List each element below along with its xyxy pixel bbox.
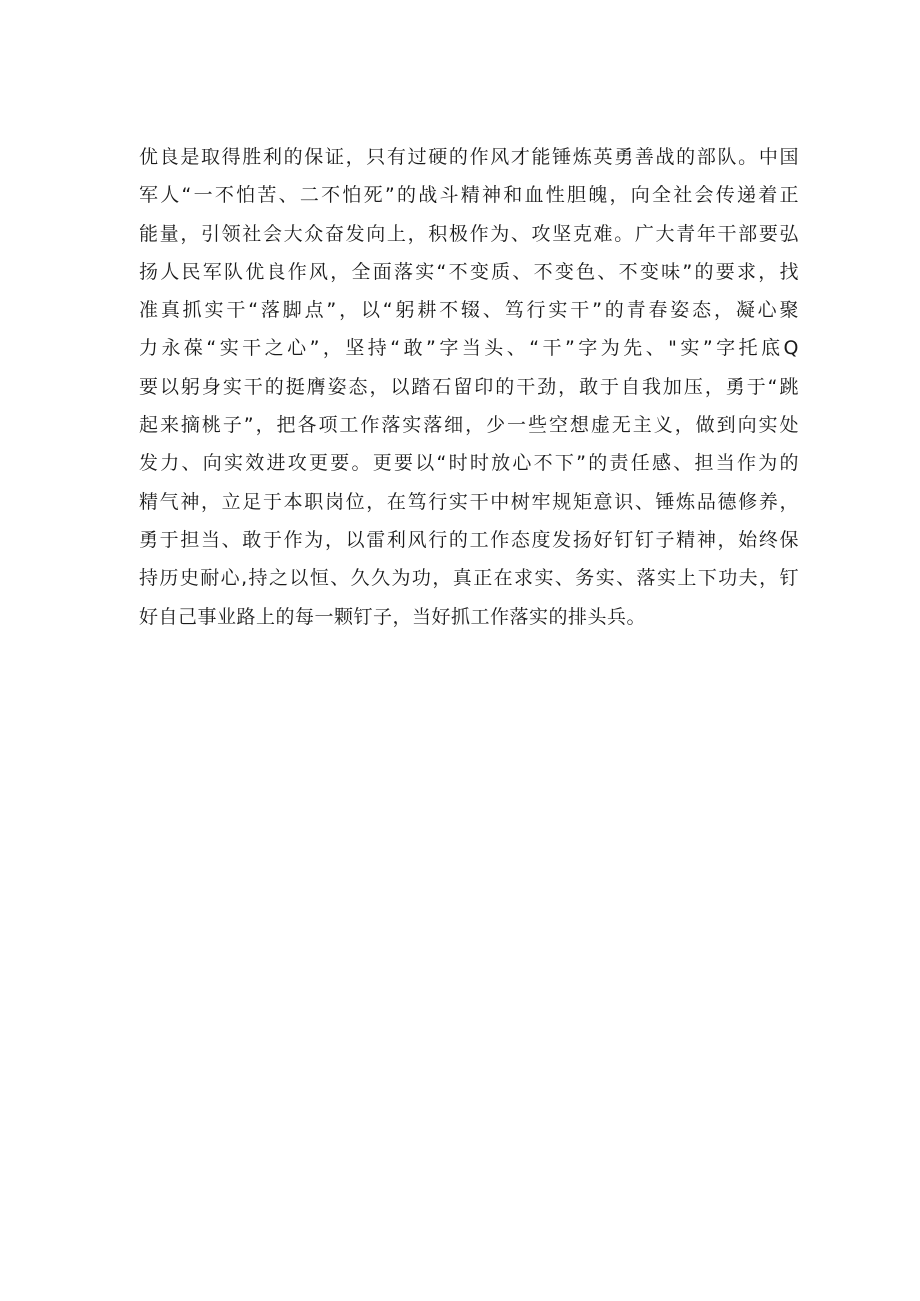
paragraph-line-2: 军人“一不怕苦、二不怕死”的战斗精神和血性胆魄，向全社会传递着正	[139, 184, 799, 207]
paragraph-line-9: 发力、向实效进攻更要。更要以“时时放心不下”的责任感、担当作为的	[139, 452, 799, 475]
paragraph-line-11: 勇于担当、敢于作为，以雷利风行的工作态度发扬好钉钉子精神，始终保	[139, 528, 799, 551]
paragraph-line-13: 好自己事业路上的每一颗钉子，当好抓工作落实的排头兵。	[139, 605, 647, 628]
paragraph-line-5: 准真抓实干“落脚点”，以“躬耕不辍、笃行实干”的青春姿态，凝心聚	[139, 299, 799, 322]
paragraph-line-8: 起来摘桃子”，把各项工作落实落细，少一些空想虚无主义，做到向实处	[139, 414, 799, 437]
paragraph-line-3: 能量，引领社会大众奋发向上，积极作为、攻坚克难。广大青年干部要弘	[139, 222, 799, 245]
body-paragraph	[139, 138, 799, 636]
paragraph-line-6: 力永葆“实干之心”，坚持“敢”字当头、“干”字为先、"实”字托底Q	[139, 337, 799, 360]
paragraph-line-7: 要以躬身实干的挺膺姿态，以踏石留印的干劲，敢于自我加压，勇于“跳	[139, 375, 799, 398]
paragraph-line-4: 扬人民军队优良作风，全面落实“不变质、不变色、不变味”的要求，找	[139, 260, 799, 283]
paragraph-line-12: 持历史耐心,持之以恒、久久为功，真正在求实、务实、落实上下功夫，钉	[139, 567, 799, 590]
paragraph-line-1: 优良是取得胜利的保证，只有过硬的作风才能锤炼英勇善战的部队。中国	[139, 146, 799, 168]
paragraph-line-10: 精气神，立足于本职岗位，在笃行实干中树牢规矩意识、锤炼品德修养，	[139, 490, 799, 513]
